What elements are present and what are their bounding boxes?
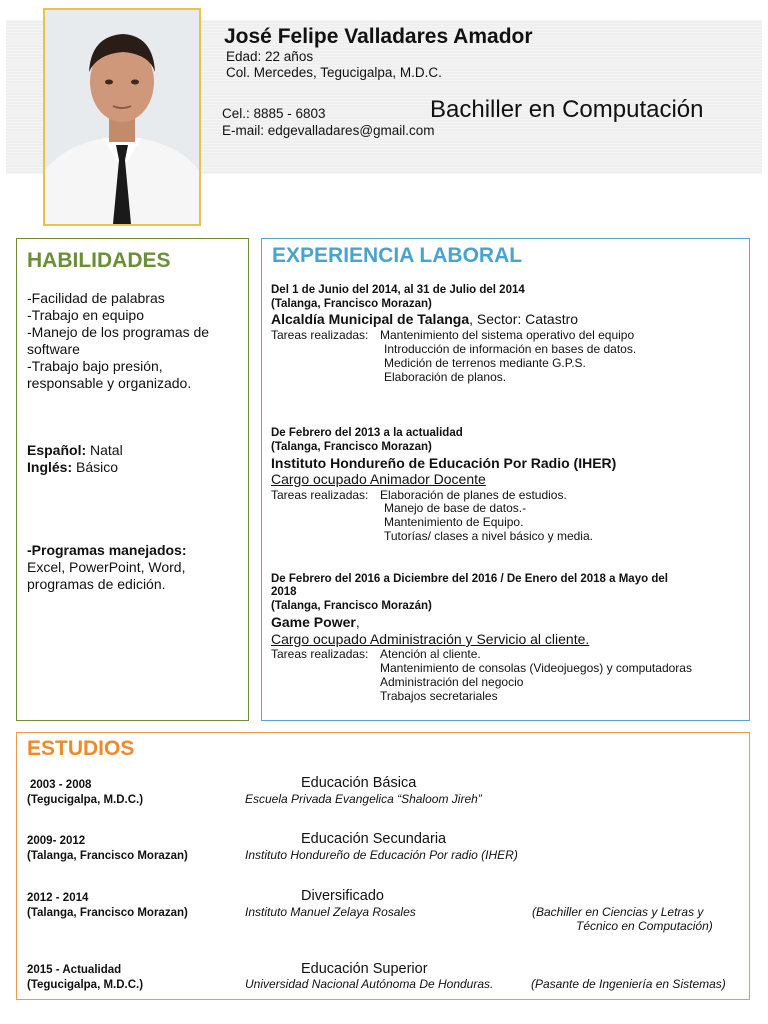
- language-level: Natal: [86, 442, 123, 458]
- job-role: Cargo ocupado Administración y Servicio al cliente.: [271, 631, 590, 647]
- job-org: [271, 614, 360, 630]
- candidate-email: E-mail: edgevalladares@gmail.com: [222, 123, 435, 138]
- job-org-name: Game Power: [271, 614, 356, 630]
- job-place: (Talanga, Francisco Morazán): [271, 600, 432, 612]
- skill-item: -Trabajo bajo presión,: [27, 358, 163, 374]
- candidate-name: José Felipe Valladares Amador: [224, 25, 533, 48]
- candidate-age: Edad: 22 años: [226, 49, 314, 64]
- job-task: Trabajos secretariales: [380, 689, 498, 703]
- job-task: Manejo de base de datos.-: [384, 501, 527, 515]
- edu-note: (Bachiller en Ciencias y Letras y: [532, 905, 704, 919]
- edu-date: 2012 - 2014: [27, 892, 89, 904]
- edu-place: (Talanga, Francisco Morazan): [27, 850, 188, 862]
- job-date: Del 1 de Junio del 2014, al 31 de Julio del 2014: [271, 284, 525, 296]
- edu-level: Diversificado: [301, 888, 384, 904]
- job-task: Mantenimiento de Equipo.: [384, 515, 524, 529]
- job-org: [271, 311, 578, 327]
- edu-level: Educación Secundaria: [301, 831, 447, 847]
- edu-place: (Talanga, Francisco Morazan): [27, 907, 188, 919]
- skill-item: -Facilidad de palabras: [27, 290, 165, 306]
- profile-photo: [43, 8, 201, 226]
- person-portrait-icon: [45, 10, 199, 224]
- edu-note: Técnico en Computación): [576, 919, 713, 933]
- job-task: Medición de terrenos mediante G.P.S.: [384, 356, 586, 370]
- edu-date: 2015 - Actualidad: [27, 964, 122, 976]
- job-task: Tutorías/ clases a nivel básico y media.: [384, 529, 593, 543]
- candidate-phone: Cel.: 8885 - 6803: [222, 106, 326, 121]
- edu-note: (Pasante de Ingeniería en Sistemas): [531, 977, 726, 991]
- job-date: De Febrero del 2016 a Diciembre del 2016 / De Enero del 2018 a Mayo del: [271, 573, 668, 585]
- edu-school: Instituto Hondureño de Educación Por radio (IHER): [245, 848, 518, 862]
- edu-date: 2003 - 2008: [30, 779, 92, 791]
- job-tasks-label: Tareas realizadas:: [271, 647, 369, 661]
- job-task: Elaboración de planes de estudios.: [380, 488, 567, 502]
- job-date-cont: 2018: [271, 586, 297, 598]
- education-section: [16, 732, 750, 1000]
- job-task: Mantenimiento del sistema operativo del equipo: [380, 328, 635, 342]
- job-task: Introducción de información en bases de datos.: [384, 342, 637, 356]
- job-place: (Talanga, Francisco Morazan): [271, 441, 432, 453]
- language-label: Español:: [27, 442, 87, 458]
- job-task: Elaboración de planos.: [384, 370, 507, 384]
- skills-title: HABILIDADES: [27, 249, 171, 272]
- job-org-name: Alcaldía Municipal de Talanga: [271, 311, 470, 327]
- skill-item: responsable y organizado.: [27, 375, 192, 391]
- programs-list: programas de edición.: [27, 576, 166, 592]
- edu-school: Escuela Privada Evangelica “Shaloom Jireh”: [245, 792, 482, 806]
- edu-place: (Tegucigalpa, M.D.C.): [27, 794, 144, 806]
- job-tasks-label: Tareas realizadas:: [271, 328, 369, 342]
- job-org-suffix: ,: [355, 614, 360, 630]
- job-tasks-label: Tareas realizadas:: [271, 488, 369, 502]
- edu-school: Instituto Manuel Zelaya Rosales: [245, 905, 416, 919]
- language-level: Básico: [72, 459, 119, 475]
- edu-place: (Tegucigalpa, M.D.C.): [27, 979, 144, 991]
- edu-school: Universidad Nacional Autónoma De Honduras.: [245, 977, 494, 991]
- education-title: ESTUDIOS: [27, 737, 135, 760]
- job-task: Administración del negocio: [380, 675, 524, 689]
- edu-date: 2009- 2012: [27, 835, 86, 847]
- job-task: Atención al cliente.: [380, 647, 481, 661]
- job-place: (Talanga, Francisco Morazan): [271, 298, 432, 310]
- job-role: Cargo ocupado Animador Docente: [271, 471, 486, 487]
- candidate-degree: Bachiller en Computación: [430, 96, 704, 123]
- programs-list: Excel, PowerPoint, Word,: [27, 559, 186, 575]
- language-spanish: [27, 442, 123, 459]
- skill-item: -Manejo de los programas de: [27, 324, 210, 340]
- job-date: De Febrero del 2013 a la actualidad: [271, 427, 463, 439]
- candidate-address: Col. Mercedes, Tegucigalpa, M.D.C.: [226, 65, 442, 80]
- skill-item: -Trabajo en equipo: [27, 307, 145, 323]
- experience-title: EXPERIENCIA LABORAL: [272, 244, 523, 267]
- language-english: [27, 459, 118, 476]
- job-org-name: Instituto Hondureño de Educación Por Radio (IHER): [271, 455, 617, 471]
- edu-level: Educación Superior: [301, 961, 428, 977]
- language-label: Inglés:: [27, 459, 73, 475]
- programs-label: -Programas manejados:: [27, 542, 187, 558]
- edu-level: Educación Básica: [301, 775, 417, 791]
- skill-item: software: [27, 341, 80, 357]
- job-sector: , Sector: Catastro: [469, 311, 579, 327]
- job-task: Mantenimiento de consolas (Videojuegos) y computadoras: [380, 661, 692, 675]
